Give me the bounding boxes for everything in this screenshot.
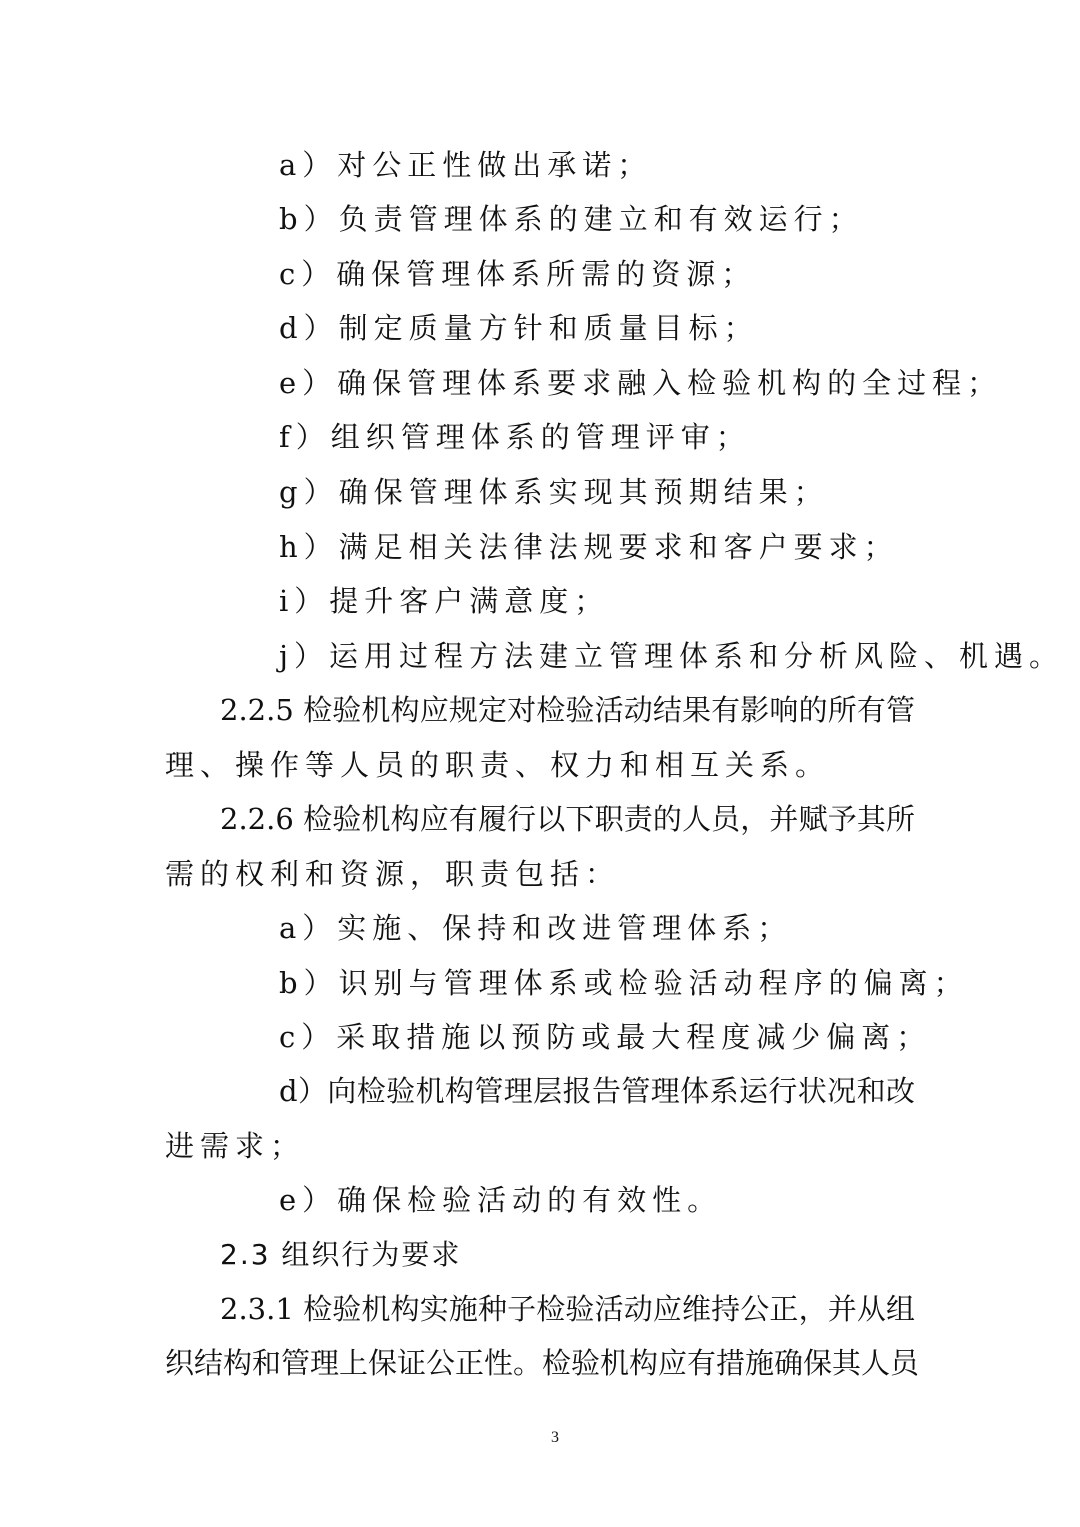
list-item-c: c）确保管理体系所需的资源； <box>279 257 757 291</box>
duty-item-d-line-1: d）向检验机构管理层报告管理体系运行状况和改 <box>279 1074 915 1108</box>
duty-item-c: c）采取措施以预防或最大程度减少偏离； <box>279 1020 932 1054</box>
list-item-f: f）组织管理体系的管理评审； <box>279 420 751 454</box>
list-item-i: i）提升客户满意度； <box>279 584 610 618</box>
duty-item-a: a）实施、保持和改进管理体系； <box>279 911 793 945</box>
clause-2-3-1-line-2: 织结构和管理上保证公正性。检验机构应有措施确保其人员 <box>165 1346 920 1380</box>
duty-item-b: b）识别与管理体系或检验活动程序的偏离； <box>279 966 969 1000</box>
duty-item-e: e）确保检验活动的有效性。 <box>279 1183 723 1217</box>
page-number: 3 <box>551 1429 559 1446</box>
list-item-e: e）确保管理体系要求融入检验机构的全过程； <box>279 366 1003 400</box>
clause-2-2-6-line-2: 需的权利和资源，职责包括： <box>165 857 621 891</box>
clause-2-2-6-line-1: 2.2.6 检验机构应有履行以下职责的人员，并赋予其所 <box>220 802 915 836</box>
clause-2-3-1-line-1: 2.3.1 检验机构实施种子检验活动应维持公正，并从组 <box>220 1292 915 1326</box>
list-item-b: b）负责管理体系的建立和有效运行； <box>279 202 864 236</box>
list-item-j: j）运用过程方法建立管理体系和分析风险、机遇。 <box>279 639 1064 673</box>
clause-2-2-5-line-2: 理、操作等人员的职责、权力和相互关系。 <box>165 748 831 782</box>
section-heading-2-3: 2.3 组织行为要求 <box>220 1238 462 1271</box>
list-item-h: h）满足相关法律法规要求和客户要求； <box>279 530 899 564</box>
list-item-d: d）制定质量方针和质量目标； <box>279 311 759 345</box>
list-item-g: g）确保管理体系实现其预期结果； <box>279 475 829 509</box>
list-item-a: a）对公正性做出承诺； <box>279 148 653 182</box>
duty-item-d-line-2: 进需求； <box>165 1129 306 1163</box>
clause-2-2-5-line-1: 2.2.5 检验机构应规定对检验活动结果有影响的所有管 <box>220 693 915 727</box>
